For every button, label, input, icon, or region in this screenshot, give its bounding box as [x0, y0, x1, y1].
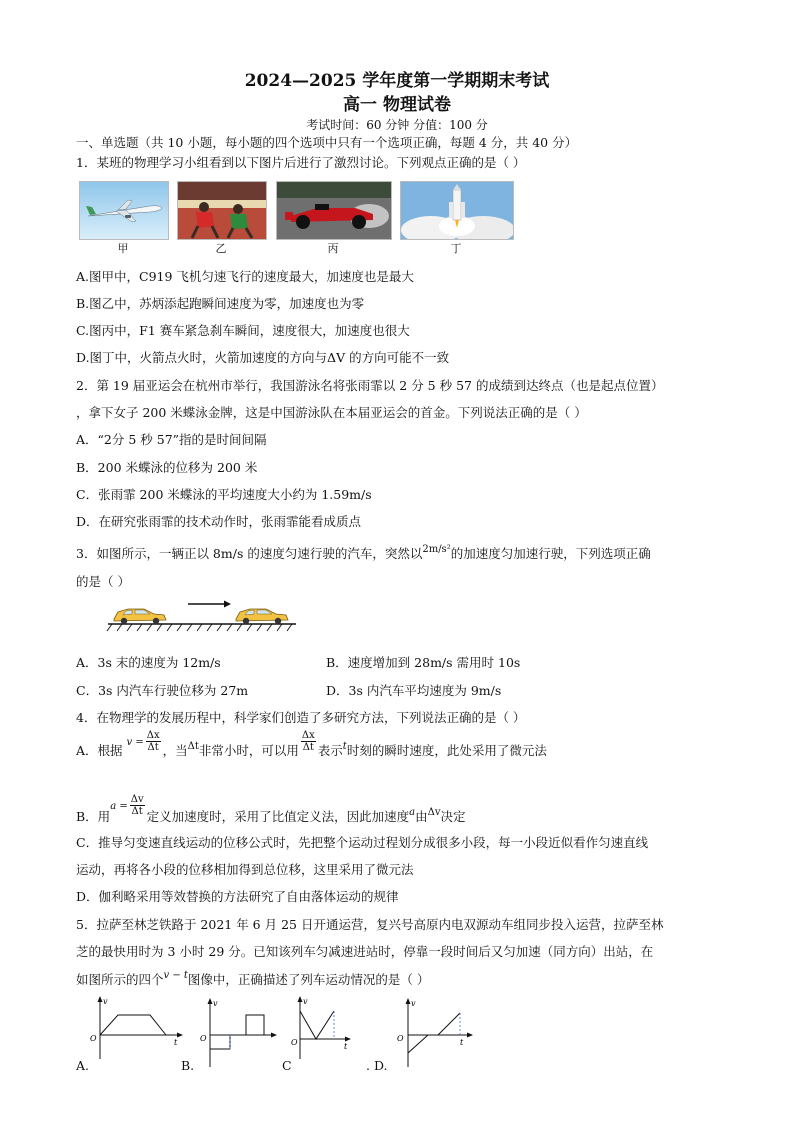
q4-option-d: D．伽利略采用等效替换的方法研究了自由落体运动的规律 [76, 889, 399, 904]
q4-b-mid: 定义加速度时，采用了比值定义法，因此加速度 [146, 809, 410, 824]
q2-option-d: D．在研究张雨霏的技术动作时，张雨霏能看成质点 [76, 514, 362, 529]
q4-b-fraction [130, 794, 145, 817]
vt-graph-a [88, 995, 184, 1069]
q4-stem: 4．在物理学的发展历程中，科学家们创造了多研究方法，下列说法正确的是（ ） [76, 710, 526, 725]
q5-stem-line3 [76, 970, 429, 988]
q3-option-b: B．速度增加到 28m/s 需用时 10s [326, 655, 521, 670]
q4-a-t: t [342, 741, 347, 752]
axis-t-label: t [174, 1038, 178, 1047]
q4-option-c-line2: 运动，再将各小段的位移相加得到总位移，这里采用了微元法 [76, 862, 414, 877]
caption-jia: 甲 [117, 242, 129, 255]
frac-numerator: Δv [130, 794, 144, 805]
q4-b-a: a = [110, 801, 128, 812]
origin-label: O [90, 1034, 97, 1043]
vt-graph-b [198, 997, 278, 1073]
q4-a-v: v = [126, 737, 144, 748]
q4-a-end: 时刻的瞬时速度，此处采用了微元法 [346, 743, 547, 758]
q5-option-a-label: A. [76, 1058, 90, 1073]
q4-b-a2: a [409, 807, 416, 818]
q5-stem-part1: 如图所示的四个 [76, 972, 164, 987]
q4-b-mid2: 由 [415, 809, 428, 824]
q4-b-end: 决定 [440, 809, 466, 824]
axis-t-label: t [460, 1038, 464, 1047]
exam-subtitle: 高一 物理试卷 [343, 95, 451, 115]
q4-a-fraction2 [301, 730, 316, 753]
q2-option-c: C．张雨霏 200 米蝶泳的平均速度大小约为 1.59m/s [76, 487, 372, 502]
q3-stem-line1 [76, 544, 651, 562]
frac-numerator: Δx [146, 730, 160, 741]
caption-bing: 丙 [327, 242, 339, 255]
q2-stem-line1: 2．第 19 届亚运会在杭州市举行，我国游泳名将张雨霏以 2 分 5 秒 57 的成绩到达终点（也是起点位置） [76, 378, 664, 393]
caption-yi: 乙 [215, 242, 227, 255]
q3-stem-part1: 3．如图所示，一辆正以 8m/s 的速度匀速行驶的汽车，突然以 [76, 546, 423, 561]
sprinters-image [177, 181, 267, 240]
section-heading: 一、单选题（共 10 小题，每小题的四个选项中只有一个选项正确，每题 4 分，共 40 分） [76, 135, 578, 150]
plane-image [79, 181, 169, 240]
q2-option-b: B．200 米蝶泳的位移为 200 米 [76, 460, 258, 475]
origin-label: O [397, 1034, 404, 1043]
q4-b-prefix: B．用 [76, 809, 111, 824]
frac-numerator: Δx [301, 730, 315, 741]
f1-car-image [276, 181, 392, 240]
q5-stem-line2: 芝的最快用时为 3 小时 29 分。已知该列车匀减速进站时，停靠一段时间后又匀加速（同方向）出站，在 [76, 944, 654, 959]
q4-b-dv: Δv [427, 807, 441, 818]
vt-graph-c [290, 995, 352, 1069]
q5-stem-part2: 图像中，正确描述了列车运动情况的是（ ） [187, 972, 430, 987]
q2-option-a: A．“2分 5 秒 57”指的是时间间隔 [76, 432, 267, 447]
q4-a-prefix: A．根据 [76, 743, 123, 758]
q5-option-d-label: . D. [366, 1058, 388, 1073]
q4-a-mid3: 表示 [317, 743, 343, 758]
q3-stem-part2: 的加速度匀加速行驶，下列选项正确 [450, 546, 651, 561]
q4-a-dt: Δt [187, 741, 199, 752]
axis-v-label: v [411, 999, 416, 1008]
q1-option-d: D.图丁中，火箭点火时，火箭加速度的方向与ΔV 的方向可能不一致 [76, 350, 450, 365]
q1-option-b: B.图乙中，苏炳添起跑瞬间速度为零，加速度也为零 [76, 296, 365, 311]
exam-title: 2024—2025 学年度第一学期期末考试 [244, 71, 550, 91]
q1-option-c: C.图丙中，F1 赛车紧急刹车瞬间，速度很大，加速度也很大 [76, 323, 410, 338]
axis-v-label: v [213, 999, 218, 1008]
q4-a-mid1: ，当 [162, 743, 188, 758]
vt-graph-d [394, 997, 474, 1073]
exam-meta: 考试时间：60 分钟 分值：100 分 [306, 118, 488, 132]
q3-stem-line2: 的是（ ） [76, 574, 130, 589]
q5-option-b-label: B. [181, 1058, 195, 1073]
q1-option-a: A.图甲中，C919 飞机匀速飞行的速度最大，加速度也是最大 [76, 269, 414, 284]
q4-option-c-line1: C．推导匀变速直线运动的位移公式时，先把整个运动过程划分成很多小段，每一小段近似看作匀速直线 [76, 835, 649, 850]
q4-a-mid2: 非常小时，可以用 [198, 743, 299, 758]
q3-option-a: A．3s 末的速度为 12m/s [76, 655, 221, 670]
car-road-diagram [104, 597, 300, 637]
q3-option-d: D．3s 内汽车平均速度为 9m/s [326, 683, 502, 698]
frac-denominator: Δt [131, 806, 143, 817]
q3-option-c: C．3s 内汽车行驶位移为 27m [76, 683, 249, 698]
caption-ding: 丁 [450, 242, 462, 255]
origin-label: O [291, 1038, 298, 1047]
q5-vt: v − t [163, 970, 188, 981]
q4-a-fraction [146, 730, 161, 753]
axis-v-label: v [303, 997, 308, 1006]
q5-option-c-label: C [282, 1058, 292, 1073]
q1-stem: 1．某班的物理学习小组看到以下图片后进行了激烈讨论。下列观点正确的是（ ） [76, 155, 526, 170]
q5-stem-line1: 5．拉萨至林芝铁路于 2021 年 6 月 25 日开通运营，复兴号高原内电双源动车组同步投入运营，拉萨至林 [76, 917, 664, 932]
origin-label: O [200, 1034, 207, 1043]
q2-stem-line2: ，拿下女子 200 米蝶泳金牌，这是中国游泳队在本届亚运会的首金。下列说法正确的是（ ） [76, 405, 587, 420]
q3-accel: 2m/s² [422, 544, 451, 555]
frac-denominator: Δt [147, 742, 159, 753]
frac-denominator: Δt [302, 742, 314, 753]
axis-t-label: t [344, 1042, 348, 1051]
rocket-image [400, 181, 514, 240]
axis-v-label: v [103, 997, 108, 1006]
